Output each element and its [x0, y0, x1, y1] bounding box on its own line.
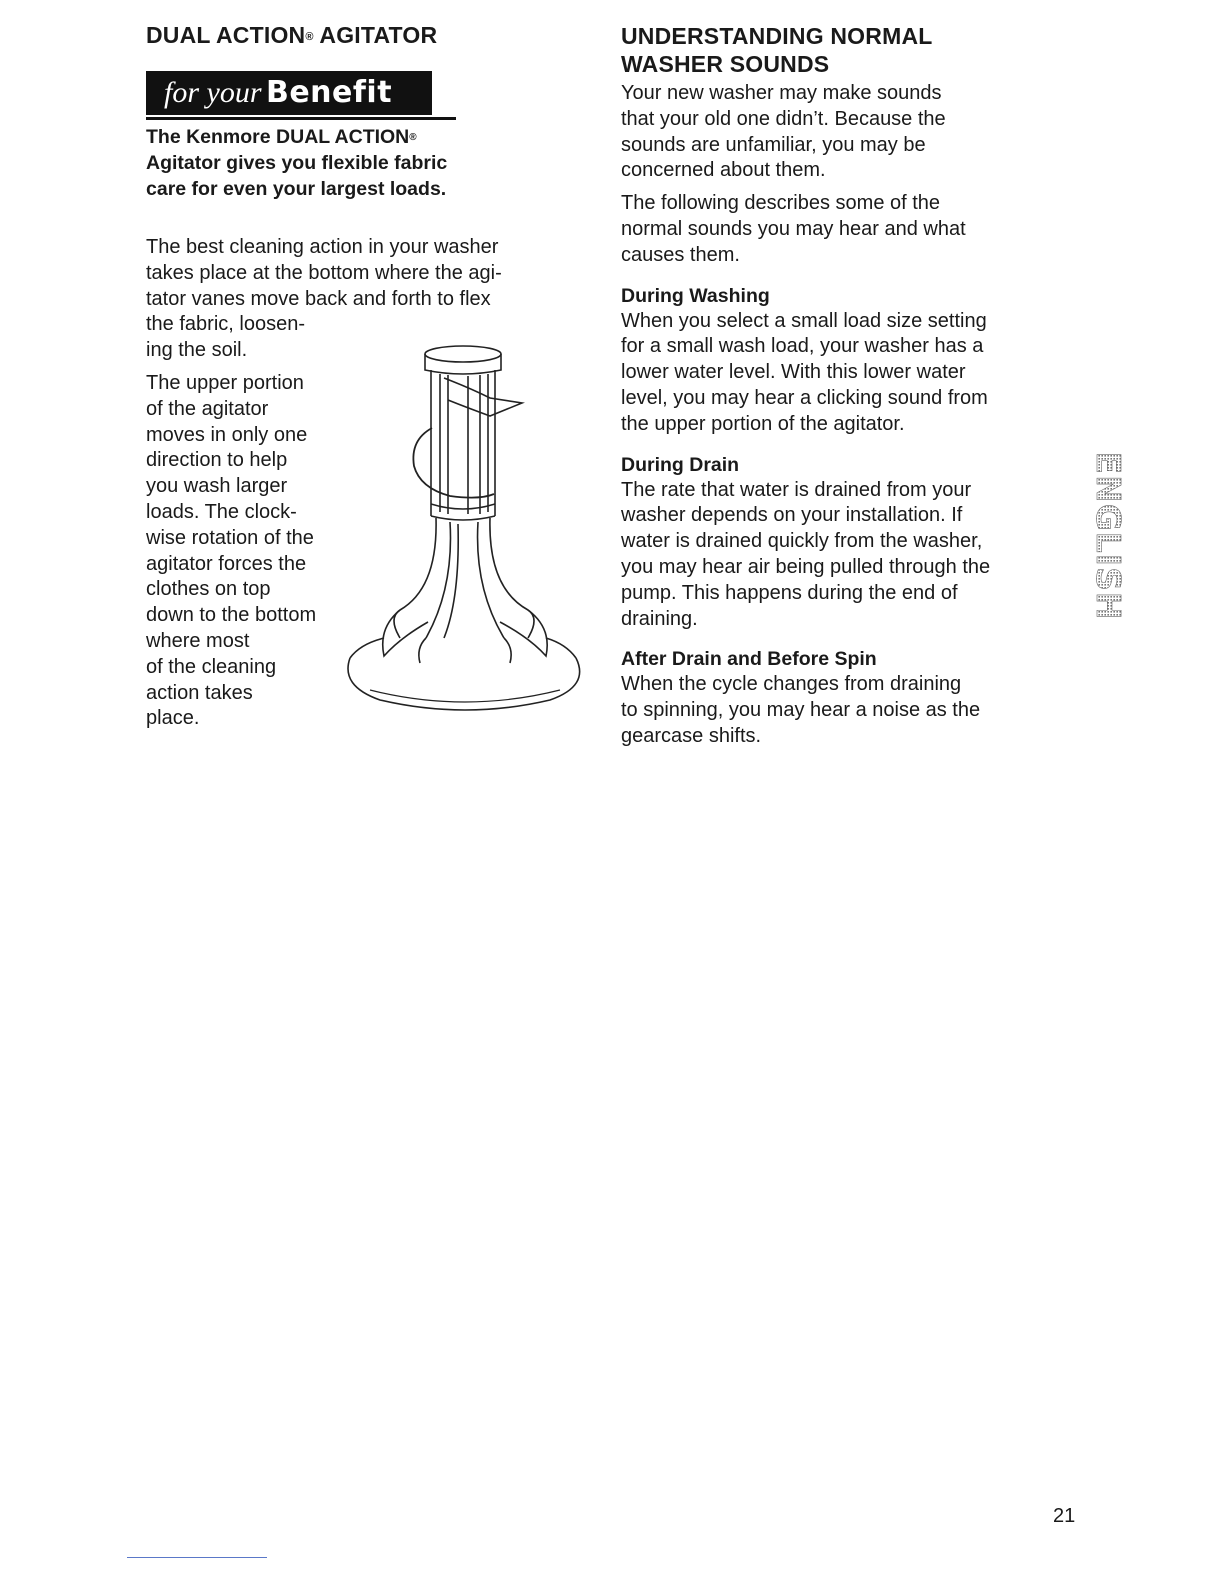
english-side-tab — [1066, 420, 1128, 652]
paragraph-cleaning-action: The best cleaning action in your washer takes place at the bottom where the agi- tator vanes move back and forth to flex the fabric, loosen- ing the soil. — [146, 236, 502, 362]
page-number: 21 — [1053, 1505, 1076, 1527]
heading-after-drain: After Drain and Before Spin — [621, 648, 877, 671]
side-tab-label: ENGLISH — [1089, 451, 1128, 621]
lead-statement: The Kenmore DUAL ACTION® Agitator gives you flexible fabric care for even your largest loads. — [146, 126, 448, 200]
paragraph-during-washing: When you select a small load size setting for a small wash load, your washer has a lower water level. With this lower water level, you may hear a clicking sound from the upper portion of the agitator. — [621, 309, 988, 435]
for-your-benefit-banner: for your Benefit — [146, 71, 432, 115]
heading-during-washing: During Washing — [621, 284, 770, 307]
section-title-washer-sounds: UNDERSTANDING NORMAL WASHER SOUNDS — [621, 23, 933, 77]
footer-rule — [127, 1557, 267, 1558]
paragraph-following: The following describes some of the normal sounds you may hear and what causes them. — [621, 192, 966, 266]
agitator-illustration — [340, 338, 590, 718]
banner-underline — [146, 117, 456, 120]
heading-during-drain: During Drain — [621, 453, 740, 476]
paragraph-during-drain: The rate that water is drained from your washer depends on your installation. If water is drained quickly from the washer, you may hear air being pulled through the pump. This happens during the end of draining. — [621, 478, 991, 630]
paragraph-after-drain: When the cycle changes from draining to spinning, you may hear a noise as the gearcase shifts. — [621, 673, 981, 747]
paragraph-upper-portion: The upper portion of the agitator moves in only one direction to help you wash larger loads. The clock- wise rotation of the agitator forces the clothes on top down to the bottom where most of the cleaning action takes place. — [146, 371, 317, 730]
right-column — [621, 22, 1061, 750]
paragraph-intro: Your new washer may make sounds that your old one didn’t. Because the sounds are unfamiliar, you may be concerned about them. — [621, 82, 946, 182]
section-title-dual-action: DUAL ACTION® AGITATOR — [146, 22, 438, 48]
